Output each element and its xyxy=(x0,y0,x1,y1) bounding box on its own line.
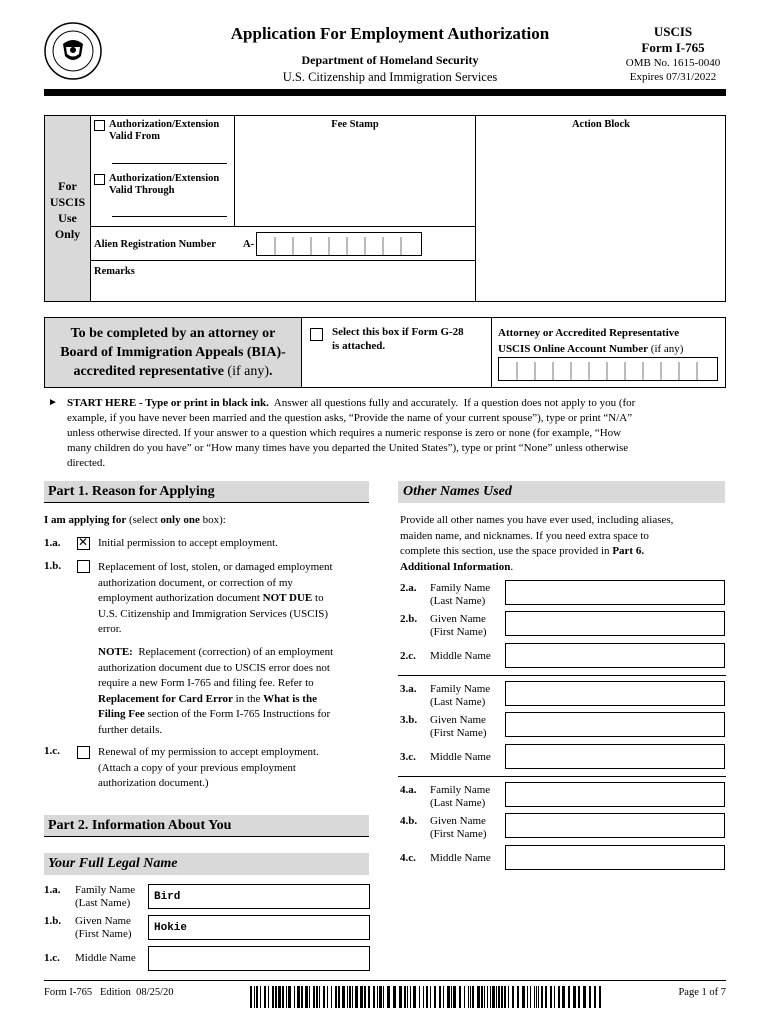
divider xyxy=(234,116,235,226)
item-number: 4.b. xyxy=(400,815,418,827)
attorney-text: accredited representative xyxy=(73,364,224,379)
item-number: 4.c. xyxy=(400,852,416,864)
department-name: Department of Homeland Security xyxy=(301,53,479,67)
full-legal-name-title: Your Full Legal Name xyxy=(48,856,178,871)
label-text: NOTE: xyxy=(98,646,133,658)
label-line: Valid From xyxy=(109,131,161,142)
label-line: (First Name) xyxy=(430,828,487,840)
label-line xyxy=(400,560,673,576)
attorney-line: Board of Immigration Appeals (BIA)- xyxy=(60,345,286,360)
divider xyxy=(475,116,476,301)
other-family-name-label xyxy=(430,683,490,709)
label-line: (Attach a copy of your previous employment xyxy=(98,761,296,774)
label-line: (Last Name) xyxy=(430,696,486,708)
item-number: 1.b. xyxy=(44,915,62,927)
instruction-bold: START HERE - Type or print in black ink. xyxy=(67,397,269,409)
initial-permission-checkbox[interactable] xyxy=(77,537,90,550)
label-line xyxy=(98,692,333,708)
agency-name: U.S. Citizenship and Immigration Services xyxy=(282,70,498,84)
label-line: U.S. Citizenship and Immigration Services (USCIS) xyxy=(98,607,329,620)
valid-from-checkbox[interactable] xyxy=(94,120,105,131)
label-line: authorization document due to USCIS error does not xyxy=(98,661,330,674)
valid-from-label xyxy=(109,119,219,143)
label-line: Given Name xyxy=(430,815,486,827)
other-given-name-input-3[interactable] xyxy=(505,712,725,737)
label-text: (if any) xyxy=(648,343,684,355)
uscis-label: USCIS xyxy=(653,24,693,39)
label-text: Part 6. xyxy=(612,545,645,557)
label-text: NOT DUE xyxy=(262,592,313,604)
label-line: Provide all other names you have ever used, including aliases, xyxy=(400,514,674,526)
item-number: 1.a. xyxy=(44,537,61,549)
part2-title: Part 2. Information About You xyxy=(48,818,232,833)
account-number-input[interactable] xyxy=(498,357,718,381)
label-line: (Last Name) xyxy=(430,797,486,809)
divider xyxy=(90,226,476,227)
instruction-line: example, if you have never been married and the question asks, “Provide the name of your current spouse”), type or print “N/A” xyxy=(67,412,633,424)
check-x-icon: ✕ xyxy=(78,535,89,549)
label-line xyxy=(98,707,333,723)
label-text: only one xyxy=(160,514,200,526)
valid-through-checkbox[interactable] xyxy=(94,174,105,185)
part1-header xyxy=(44,481,369,503)
full-legal-name-header xyxy=(44,853,369,875)
label-text: complete this section, use the space provided in xyxy=(400,545,613,557)
fee-stamp-label: Fee Stamp xyxy=(331,119,379,130)
label-text: I am applying for xyxy=(44,514,127,526)
uscis-use-block xyxy=(44,115,726,302)
start-here-arrow-icon: ► xyxy=(48,397,58,408)
label-line: Replacement of lost, stolen, or damaged employment xyxy=(98,561,333,573)
alien-registration-label: Alien Registration Number xyxy=(94,239,216,250)
label-line: Attorney or Accredited Representative xyxy=(498,327,680,339)
label-text: Filing Fee xyxy=(98,708,145,720)
label-line: (First Name) xyxy=(430,626,487,638)
start-here-instructions xyxy=(67,396,732,471)
account-number-label xyxy=(498,325,683,357)
other-names-intro xyxy=(400,513,673,575)
other-given-name-label xyxy=(430,815,487,841)
valid-from-line xyxy=(112,163,227,164)
header-rule xyxy=(44,89,726,96)
label-line: maiden name, and nicknames. If you need extra space to xyxy=(400,529,649,542)
other-given-name-label xyxy=(430,613,487,639)
label-text: to xyxy=(312,592,324,604)
group-divider xyxy=(398,776,726,777)
dhs-seal xyxy=(44,22,102,80)
valid-through-label xyxy=(109,173,219,197)
label-line: Renewal of my permission to accept employment. xyxy=(98,746,319,758)
group-divider xyxy=(398,675,726,676)
label-line: Authorization/Extension xyxy=(109,119,220,130)
attorney-text: (if any) xyxy=(223,364,270,379)
label-line: Given Name xyxy=(75,915,131,927)
applying-for-label xyxy=(44,514,226,526)
instruction-line: many children do you have” or “How many times have you departed the United States”), type or print “None” unless otherwise xyxy=(67,442,629,454)
label-text: What is the xyxy=(263,692,317,705)
other-given-name-label xyxy=(430,714,487,740)
replacement-label xyxy=(98,560,333,638)
other-middle-name-label: Middle Name xyxy=(430,852,491,864)
divider xyxy=(491,318,492,387)
label-text: Replacement for Card Error xyxy=(98,692,233,705)
action-block-label: Action Block xyxy=(571,119,631,130)
other-names-header xyxy=(398,481,725,503)
other-middle-name-input-2[interactable] xyxy=(505,643,725,668)
omb-number: OMB No. 1615-0040 xyxy=(625,57,721,69)
instruction-line: unless otherwise directed. If your answer to a question which requires a numeric response is zero or none (for example, “How xyxy=(67,427,622,439)
given-name-value: Hokie xyxy=(154,922,188,934)
other-family-name-input-2[interactable] xyxy=(505,580,725,605)
g28-checkbox[interactable] xyxy=(310,328,323,341)
label-text: Replacement (correction) of an employment xyxy=(132,646,334,658)
other-middle-name-input-3[interactable] xyxy=(505,744,725,769)
side-label-line: For xyxy=(58,179,77,193)
family-name-label xyxy=(75,884,135,910)
valid-through-line xyxy=(112,216,227,217)
renewal-label xyxy=(98,745,319,792)
label-line xyxy=(400,544,673,560)
dhs-seal-icon xyxy=(44,22,102,80)
digit-cells xyxy=(257,233,421,255)
attorney-line: To be completed by an attorney or xyxy=(70,326,276,341)
side-label-line: USCIS xyxy=(49,195,86,209)
other-family-name-input-3[interactable] xyxy=(505,681,725,706)
label-text: in the xyxy=(232,692,264,705)
label-line: (First Name) xyxy=(75,928,132,940)
label-text: box): xyxy=(199,514,226,526)
label-line: Valid Through xyxy=(109,185,175,196)
other-given-name-input-4[interactable] xyxy=(505,813,725,838)
item-number: 1.c. xyxy=(44,745,60,757)
label-line: Given Name xyxy=(430,613,486,625)
initial-permission-label: Initial permission to accept employment. xyxy=(98,537,278,549)
other-middle-name-input-4[interactable] xyxy=(505,845,725,870)
barcode-icon xyxy=(250,986,602,1008)
item-number: 3.a. xyxy=(400,683,417,695)
item-number: 1.a. xyxy=(44,884,61,896)
label-line: require a new Form I-765 and filing fee. Refer to xyxy=(98,677,314,689)
label-line: Family Name xyxy=(430,582,491,594)
form-title: Application For Employment Authorization xyxy=(230,24,550,43)
item-number: 1.c. xyxy=(44,952,60,964)
label-text: section of the Form I-765 Instructions for xyxy=(144,708,331,720)
item-number: 2.a. xyxy=(400,582,417,594)
remarks-label: Remarks xyxy=(94,266,135,277)
instruction-line xyxy=(67,396,732,411)
replacement-note xyxy=(98,645,333,738)
label-line xyxy=(98,645,333,661)
label-line: Family Name xyxy=(75,884,136,896)
given-name-input[interactable] xyxy=(148,915,370,940)
item-number: 3.c. xyxy=(400,751,416,763)
label-line: (Last Name) xyxy=(430,595,486,607)
item-number: 4.a. xyxy=(400,784,417,796)
part2-header xyxy=(44,815,369,837)
middle-name-label: Middle Name xyxy=(75,952,136,964)
barcode xyxy=(250,986,602,1008)
replacement-checkbox[interactable] xyxy=(77,560,90,573)
label-line: Family Name xyxy=(430,683,491,695)
label-line: is attached. xyxy=(332,340,386,352)
footer-rule xyxy=(44,980,726,981)
label-text: USCIS Online Account Number xyxy=(498,343,649,355)
other-middle-name-label: Middle Name xyxy=(430,751,491,763)
instruction-line: directed. xyxy=(67,457,106,469)
alien-prefix: A- xyxy=(243,239,255,250)
side-label-line: Use xyxy=(58,211,77,225)
label-line: further details. xyxy=(98,723,163,736)
side-label-line: Only xyxy=(54,227,81,241)
alien-registration-input[interactable] xyxy=(256,232,422,256)
expiration-date: Expires 07/31/2022 xyxy=(629,71,717,83)
other-family-name-input-4[interactable] xyxy=(505,782,725,807)
label-line: Authorization/Extension xyxy=(109,173,220,184)
label-line: (Last Name) xyxy=(75,897,131,909)
label-text: . xyxy=(510,560,514,573)
instruction-text: Answer all questions fully and accurately. If a question does not apply to you (for xyxy=(268,397,636,409)
form-number: Form I-765 xyxy=(641,40,705,55)
other-family-name-label xyxy=(430,582,490,608)
given-name-label xyxy=(75,915,132,941)
label-line: Select this box if Form G-28 xyxy=(332,326,464,338)
label-text: Additional Information xyxy=(400,560,511,573)
other-family-name-label xyxy=(430,784,490,810)
label-line: (First Name) xyxy=(430,727,487,739)
other-names-title: Other Names Used xyxy=(403,484,512,499)
label-line: error. xyxy=(98,623,122,635)
other-given-name-input-2[interactable] xyxy=(505,611,725,636)
label-text: (select xyxy=(126,514,161,526)
attorney-line xyxy=(45,362,301,381)
attorney-text: . xyxy=(269,364,273,379)
item-number: 2.c. xyxy=(400,650,416,662)
family-name-value: Bird xyxy=(154,891,181,903)
footer-form-edition: Form I-765 Edition 08/25/20 xyxy=(44,987,174,998)
attorney-heading xyxy=(45,324,301,381)
label-line xyxy=(498,341,683,357)
divider xyxy=(90,260,476,261)
label-line xyxy=(98,591,333,607)
item-number: 1.b. xyxy=(44,560,62,572)
family-name-input[interactable] xyxy=(148,884,370,909)
label-line: authorization document.) xyxy=(98,777,209,789)
renewal-checkbox[interactable] xyxy=(77,746,90,759)
g28-label xyxy=(332,325,464,353)
other-middle-name-label: Middle Name xyxy=(430,650,491,662)
label-text: employment authorization document xyxy=(98,592,263,604)
label-line: Given Name xyxy=(430,714,486,726)
part1-title: Part 1. Reason for Applying xyxy=(48,484,215,499)
item-number: 3.b. xyxy=(400,714,418,726)
label-line: authorization document, or correction of my xyxy=(98,576,293,589)
digit-cells xyxy=(499,358,717,380)
middle-name-input[interactable] xyxy=(148,946,370,971)
label-line: Family Name xyxy=(430,784,491,796)
footer-page-number: Page 1 of 7 xyxy=(678,987,726,998)
item-number: 2.b. xyxy=(400,613,418,625)
uscis-side-label xyxy=(45,178,90,242)
